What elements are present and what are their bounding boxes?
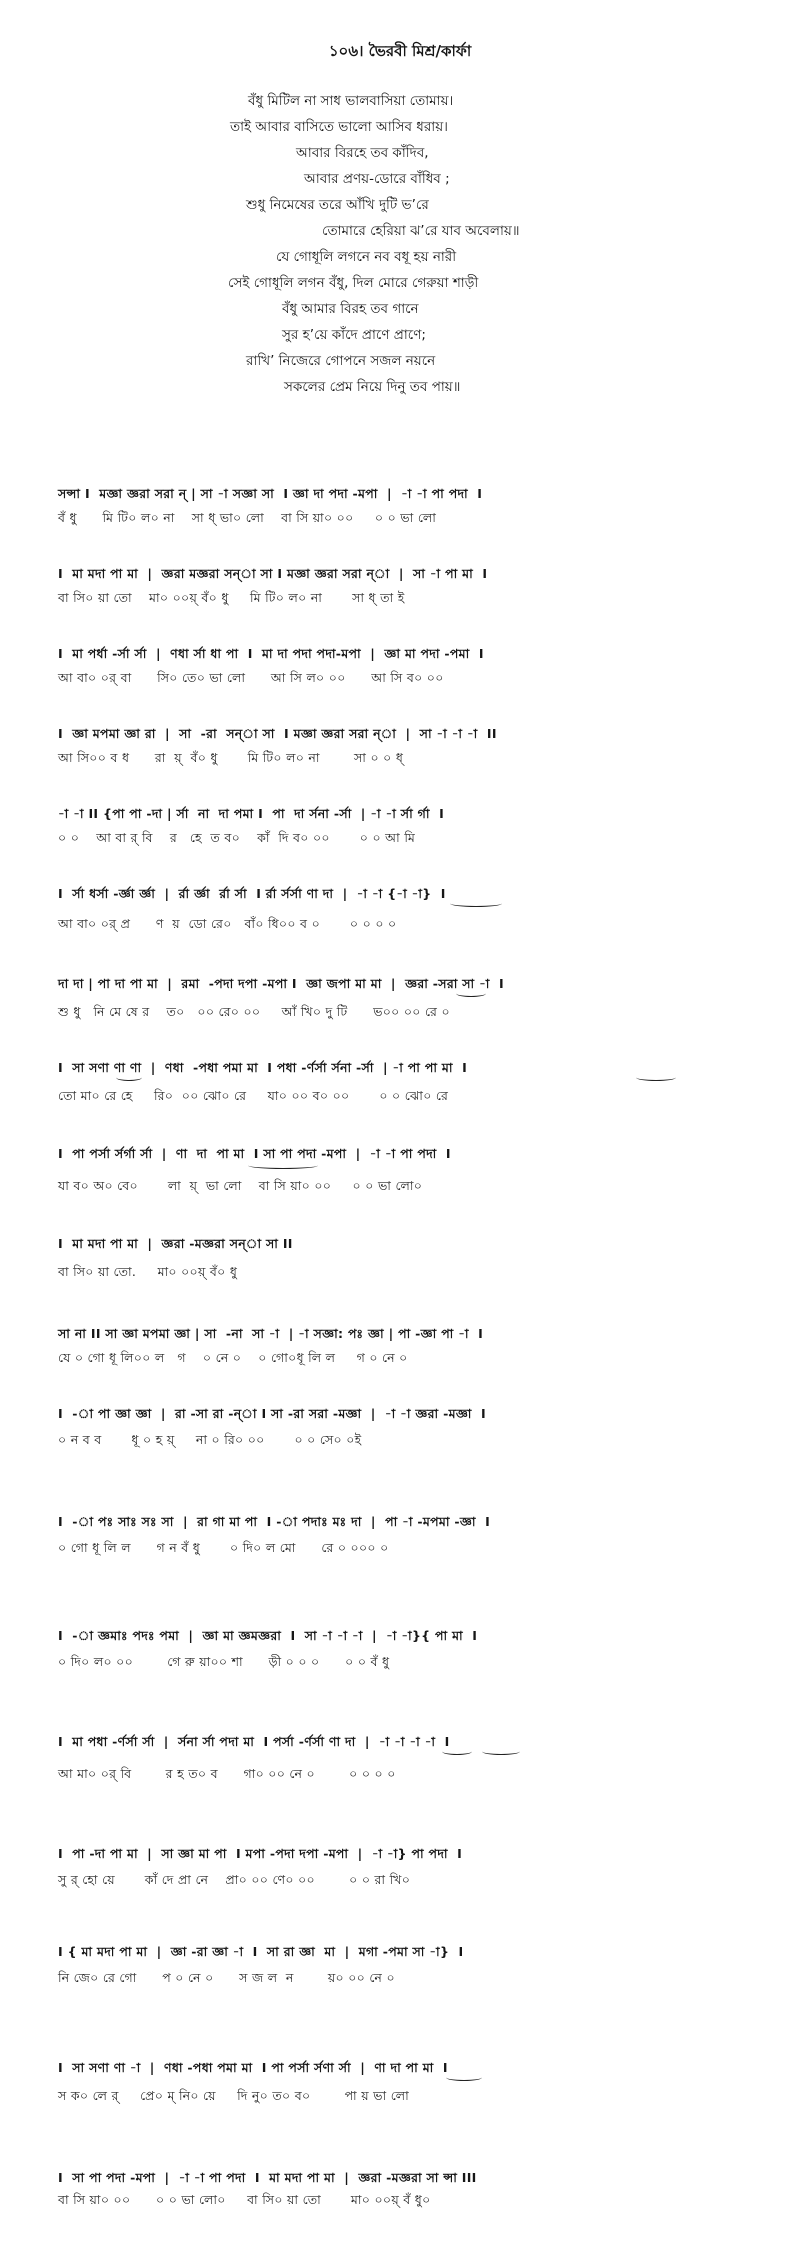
- swara-row: I মা পধা -র্ণর্সা র্সা | র্সনা র্সা পদা মা I পর্সা -র্ণর্সা ণা দা | -া -া -া -া I: [58, 1734, 450, 1749]
- slur-mark: [456, 990, 486, 997]
- slur-mark: [482, 1748, 520, 1755]
- syllable-row: ০ গো ধূ লি ল গ ন বঁ ধু ০ দি০ ল মো রে ০ ০০০ ০: [58, 1540, 389, 1555]
- swara-row: I { মা মদা পা মা | জ্ঞা -রা জ্ঞা -া I সা রা জ্ঞা মা | মগা -পমা সা -া} I: [58, 1944, 464, 1959]
- syllable-row: যা ব০ অ০ বে০ লা য়্ ভা লো বা সি য়া০ ০০ ০ ০ ভা লো০: [58, 1178, 423, 1193]
- swara-row: দা দা | পা দা পা মা | রমা -পদা দপা -মপা I জ্ঞা জপা মা মা | জ্ঞরা -সরা সা -া I: [58, 976, 504, 991]
- syllable-row: আ বা০ ০র্ বা সি০ তে০ ভা লো আ সি ল০ ০০ আ সি ব০ ০০: [58, 670, 444, 685]
- swara-row: I সা সণা ণা -া | ণধা -পধা পমা মা I পা পর্সা র্সণা র্সা | ণা দা পা মা I: [58, 2060, 448, 2075]
- syllable-row: ০ ন ব ব ধূ ০ হ য়্ না ০ রি০ ০০ ০ ০ সে০ ০ই: [58, 1432, 362, 1447]
- swara-row: সন্সা I মজ্ঞা জ্ঞরা সরা ন্ | সা -া সজ্ঞা সা I জ্ঞা দা পদা -মপা | -া -া পা পদা I: [58, 486, 483, 501]
- swara-row: I জ্ঞা মপমা জ্ঞা রা | সা -রা সন্া সা I মজ্ঞা জ্ঞরা সরা ন্া | সা -া -া -া II: [58, 726, 497, 741]
- syllable-row: নি জে০ রে গো প ০ নে ০ স জ ল ন য়০ ০০ নে ০: [58, 1970, 395, 1985]
- swara-row: I মা পর্ধা -র্সা র্সা | ণধা র্সা ধা পা I মা দা পদা পদা-মপা | জ্ঞা মা পদা -পমা I: [58, 646, 484, 661]
- lyric-line: সেই গোধূলি লগন বঁধু, দিল মোরে গেরুয়া শাড়ী: [228, 275, 479, 291]
- swara-row: I পা পর্সা র্সর্গা র্সা | ণা দা পা মা I সা পা পদা -মপা | -া -া পা পদা I: [58, 1146, 451, 1161]
- swara-row: I সা পা পদা -মপা | -া -া পা পদা I মা মদা পা মা | জ্ঞরা -মজ্ঞরা সা ন্সা III: [58, 2170, 477, 2185]
- slur-mark: [446, 2074, 482, 2081]
- swara-row: I -া পা জ্ঞা জ্ঞা | রা -সা রা -ন্া I সা -রা সরা -মজ্ঞা | -া -া জ্ঞরা -মজ্ঞা I: [58, 1406, 486, 1421]
- slur-mark: [248, 1162, 318, 1169]
- syllable-row: সু র্ হো য়ে কাঁ দে প্রা নে প্রা০ ০০ ণে০ ০০ ০ ০ রা খি০: [58, 1872, 411, 1887]
- slur-mark: [442, 1748, 472, 1755]
- syllable-row: ০ দি০ ল০ ০০ গে রু য়া০০ শা ড়ী ০ ০ ০ ০ ০ বঁ ধু: [58, 1654, 390, 1669]
- lyric-line: রাখি’ নিজেরে গোপনে সজল নয়নে: [246, 353, 436, 369]
- slur-mark: [116, 1074, 142, 1081]
- syllable-row: আ সি০০ ব ধ রা য়্ বঁ০ ধু মি টি০ ল০ না সা ০ ০ ধ্: [58, 750, 404, 765]
- swara-row: I মা মদা পা মা | জ্ঞরা -মজ্ঞরা সন্া সা II: [58, 1236, 293, 1251]
- syllable-row: শু ধু নি মে ষে র ত০ ০০ রে০ ০০ আঁ খি০ দু টি ভ০০ ০০ রে ০: [58, 1004, 450, 1019]
- swara-row: -া -া II {পা পা -দা | র্সা না দা পমা I পা দা র্সনা -র্সা | -া -া র্সা র্গা I: [58, 806, 445, 821]
- swara-row: I র্সা ধর্সা -র্জ্ঞা র্জ্ঞা | র্রা র্জ্ঞা র্রা র্সা I র্রা র্সর্সা ণা দা | -া -া {-া -া} I: [58, 886, 446, 901]
- swara-row: I পা -দা পা মা | সা জ্ঞা মা পা I মপা -পদা দপা -মপা | -া -া} পা পদা I: [58, 1846, 463, 1861]
- swara-row: সা না II সা জ্ঞা মপমা জ্ঞা | সা -না সা -া | -া সজ্ঞা: পঃ জ্ঞা | পা -জ্ঞা পা -া I: [58, 1326, 484, 1341]
- swara-row: I মা মদা পা মা | জ্ঞরা মজ্ঞরা সন্া সা I মজ্ঞা জ্ঞরা সরা ন্া | সা -া পা মা I: [58, 566, 488, 581]
- syllable-row: তো মা০ রে হে রি০ ০০ ঝো০ রে যা০ ০০ ব০ ০০ ০ ০ ঝো০ রে: [58, 1088, 449, 1103]
- slur-mark: [450, 900, 502, 907]
- lyric-line: সকলের প্রেম নিয়ে দিনু তব পায়॥: [284, 379, 461, 395]
- lyric-line: বঁধু মিটিল না সাধ ভালবাসিয়া তোমায়।: [248, 93, 454, 109]
- syllable-row: ০ ০ আ বা র্ বি র হে ত ব০ কাঁ দি ব০ ০০ ০ ০ আ মি: [58, 830, 416, 845]
- syllable-row: বা সি০ য়া তো মা০ ০০য়্ বঁ০ ধু মি টি০ ল০ না সা ধ্ তা ই: [58, 590, 405, 605]
- lyric-line: শুধু নিমেষের তরে আঁখি দুটি ভ’রে: [246, 197, 429, 213]
- swara-row: I -া পঃ সাঃ সঃ সা | রা গা মা পা I -া পদাঃ মঃ দা | পা -া -মপমা -জ্ঞা I: [58, 1514, 491, 1529]
- lyric-line: তাই আবার বাসিতে ভালো আসিব ধরায়।: [230, 119, 448, 135]
- syllable-row: বা সি০ য়া তো. মা০ ০০য়্ বঁ০ ধু: [58, 1264, 238, 1279]
- syllable-row: বঁ ধু মি টি০ ল০ না সা ধ্ ভা০ লো বা সি য়া০ ০০ ০ ০ ভা লো: [58, 510, 437, 525]
- slur-mark: [636, 1074, 676, 1081]
- syllable-row: আ বা০ ০র্ প্র ণ য় ডো রে০ বাঁ০ ধি০০ ব ০ ০ ০ ০ ০: [58, 916, 397, 931]
- song-title: ১০৬। ভৈরবী মিশ্র/কার্ফা: [328, 42, 472, 60]
- lyric-line: তোমারে হেরিয়া ঝ’রে যাব অবেলায়॥: [322, 223, 520, 239]
- syllable-row: স ক০ লে র্ প্রে০ ম্ নি০ য়ে দি নু০ ত০ ব০ পা য় ভা লো: [58, 2088, 410, 2103]
- swara-row: I সা সণা ণা ণা | ণধা -পধা পমা মা I পধা -র্ণর্সা র্সনা -র্সা | -া পা পা মা I: [58, 1060, 468, 1075]
- lyric-line: সুর হ’য়ে কাঁদে প্রাণে প্রাণে;: [282, 327, 426, 343]
- swara-row: I -া জ্ঞমাঃ পদঃ পমা | জ্ঞা মা জ্ঞমজ্ঞরা I সা -া -া -া | -া -া}{ পা মা I: [58, 1628, 478, 1643]
- syllable-row: যে ০ গো ধূ লি০০ ল গ ০ নে ০ ০ গো০ধূ লি ল গ ০ নে ০: [58, 1350, 408, 1365]
- lyric-line: যে গোধূলি লগনে নব বধূ হয় নারী: [276, 249, 457, 265]
- lyric-line: আবার বিরহে তব কাঁদিব,: [296, 145, 429, 161]
- lyric-line: আবার প্রণয়-ডোরে বাঁধিব ;: [304, 171, 450, 187]
- syllable-row: বা সি য়া০ ০০ ০ ০ ভা লো০ বা সি০ য়া তো মা০ ০০য়্ বঁ ধু০: [58, 2192, 431, 2207]
- lyric-line: বঁধু আমার বিরহ তব গানে: [282, 301, 419, 317]
- syllable-row: আ মা০ ০র্ বি র হ ত০ ব গা০ ০০ নে ০ ০ ০ ০ ০: [58, 1766, 396, 1781]
